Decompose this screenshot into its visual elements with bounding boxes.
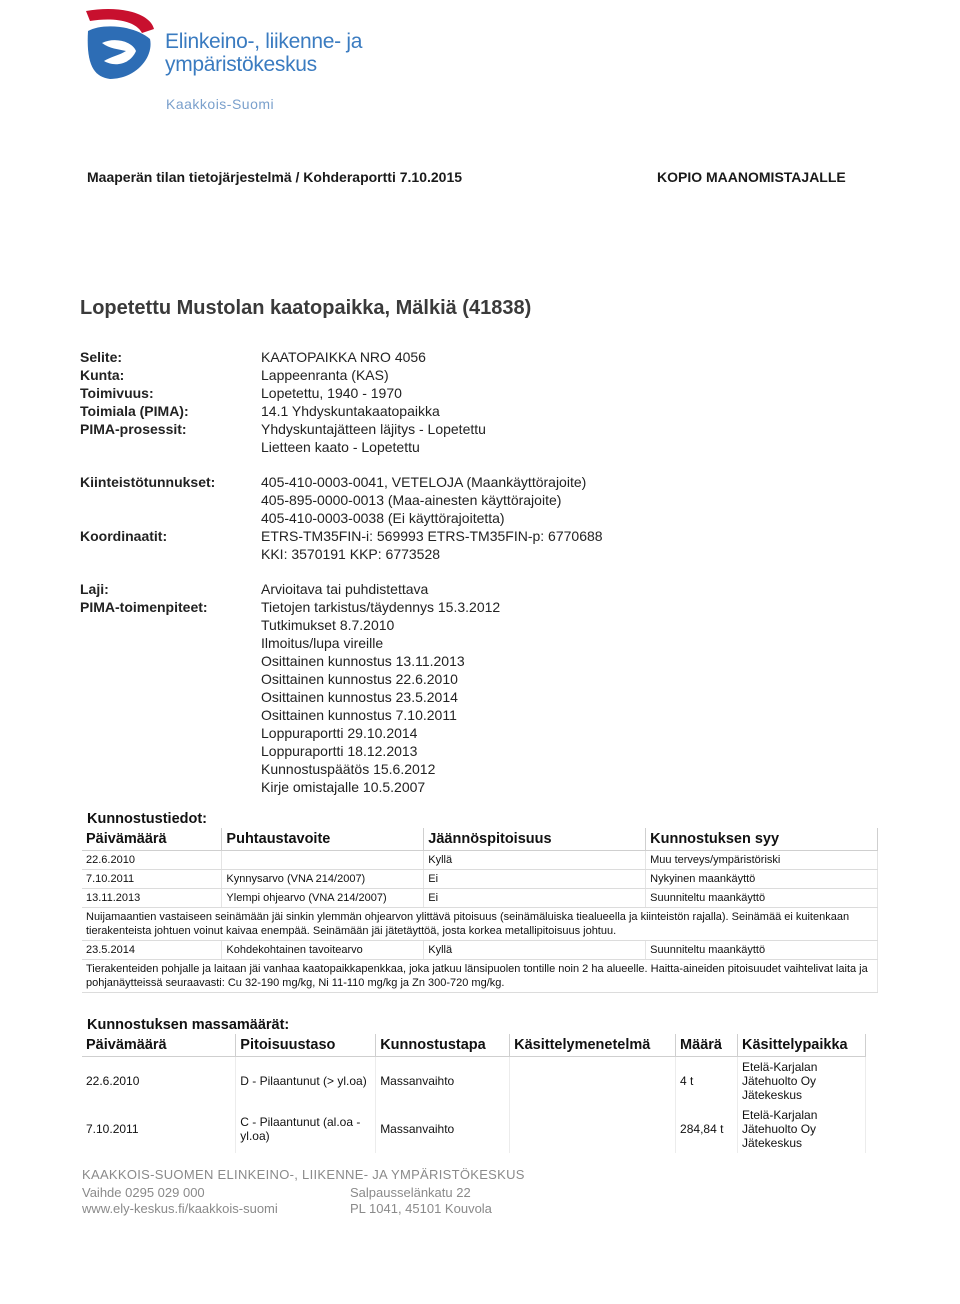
table-cell: Ei — [424, 870, 646, 889]
table-cell: C - Pilaantunut (al.oa - yl.oa) — [236, 1105, 376, 1153]
table-cell: 4 t — [676, 1057, 738, 1106]
toimenpide-item: Osittainen kunnostus 13.11.2013 — [261, 653, 465, 669]
row-note: Tierakenteiden pohjalle ja laitaan jäi vanhaa kaatopaikkapenkkaa, joka jatkuu länsipuolen tontille noin 2 ha alueelle. Haitta-aineiden pitoisuudet vaihtelivat laita ja pohjanäytteissä seuraavasti: Cu 32-190 mg/kg, Ni 11-110 mg/kg ja Zn 300-720 mg/kg. — [82, 960, 878, 993]
field-label-kiinteistotunnukset: Kiinteistötunnukset: — [80, 474, 216, 490]
massamaarat-table — [82, 1034, 866, 1153]
table-cell — [510, 1105, 676, 1153]
table-row — [82, 941, 878, 960]
field-value-kiinteisto-2: 405-895-0000-0013 (Maa-ainesten käyttörajoite) — [261, 492, 562, 508]
footer-postal: PL 1041, 45101 Kouvola — [350, 1201, 492, 1216]
column-header: Määrä — [676, 1034, 738, 1057]
table-cell: D - Pilaantunut (> yl.oa) — [236, 1057, 376, 1106]
toimenpide-item: Tutkimukset 8.7.2010 — [261, 617, 395, 633]
toimenpide-item: Kirje omistajalle 10.5.2007 — [261, 779, 426, 795]
table-cell: 7.10.2011 — [82, 870, 222, 889]
table-cell: Kyllä — [424, 851, 646, 870]
field-value-koordinaatit-1: ETRS-TM35FIN-i: 569993 ETRS-TM35FIN-p: 6770688 — [261, 528, 603, 544]
toimenpide-item: Osittainen kunnostus 22.6.2010 — [261, 671, 458, 687]
table-cell: Massanvaihto — [376, 1057, 510, 1106]
table-cell: Suunniteltu maankäyttö — [646, 941, 878, 960]
toimenpide-item: Loppuraportti 18.12.2013 — [261, 743, 418, 759]
table-row — [82, 870, 878, 889]
field-value-prosessit-1: Yhdyskuntajätteen läjitys - Lopetettu — [261, 421, 486, 437]
table-row — [82, 889, 878, 908]
column-header: Käsittelymenetelmä — [510, 1034, 676, 1057]
column-header: Jäännöspitoisuus — [424, 828, 646, 851]
toimenpide-item: Ilmoitus/lupa vireille — [261, 635, 384, 651]
page-title: Lopetettu Mustolan kaatopaikka, Mälkiä (41838) — [80, 297, 532, 319]
toimenpide-item: Loppuraportti 29.10.2014 — [261, 725, 418, 741]
toimenpide-item: Kunnostuspäätös 15.6.2012 — [261, 761, 436, 777]
kunnostustiedot-table — [82, 828, 878, 993]
field-label-laji: Laji: — [80, 581, 109, 597]
field-value-kiinteisto-1: 405-410-0003-0041, VETELOJA (Maankäyttörajoite) — [261, 474, 587, 490]
table-cell — [222, 851, 424, 870]
table-cell: Etelä-Karjalan Jätehuolto Oy Jätekeskus — [738, 1105, 866, 1153]
table-cell: Suunniteltu maankäyttö — [646, 889, 878, 908]
table-cell: Kyllä — [424, 941, 646, 960]
table-cell — [510, 1057, 676, 1106]
table-row — [82, 1057, 866, 1106]
field-value-koordinaatit-2: KKI: 3570191 KKP: 6773528 — [261, 546, 441, 562]
footer-web: www.ely-keskus.fi/kaakkois-suomi — [82, 1201, 278, 1216]
table-header-row — [82, 828, 878, 851]
toimenpide-item: Osittainen kunnostus 23.5.2014 — [261, 689, 458, 705]
table-cell: Kynnysarvo (VNA 214/2007) — [222, 870, 424, 889]
org-region: Kaakkois-Suomi — [166, 96, 275, 112]
column-header: Kunnostuksen syy — [646, 828, 878, 851]
table-cell: Etelä-Karjalan Jätehuolto Oy Jätekeskus — [738, 1057, 866, 1106]
field-value-prosessit-2: Lietteen kaato - Lopetettu — [261, 439, 420, 455]
copy-label: KOPIO MAANOMISTAJALLE — [657, 169, 846, 185]
table-cell: Ylempi ohjearvo (VNA 214/2007) — [222, 889, 424, 908]
field-value-kiinteisto-3: 405-410-0003-0038 (Ei käyttörajoitetta) — [261, 510, 505, 526]
table-row — [82, 851, 878, 870]
field-label-prosessit: PIMA-prosessit: — [80, 421, 187, 437]
table-note-row — [82, 960, 878, 993]
table-header-row — [82, 1034, 866, 1057]
toimenpide-item: Osittainen kunnostus 7.10.2011 — [261, 707, 457, 723]
field-label-toimiala: Toimiala (PIMA): — [80, 403, 189, 419]
org-name-line2: ympäristökeskus — [165, 53, 317, 76]
table-cell: Kohdekohtainen tavoitearvo — [222, 941, 424, 960]
table-cell: 22.6.2010 — [82, 851, 222, 870]
table-note-row — [82, 908, 878, 941]
table-cell: Massanvaihto — [376, 1105, 510, 1153]
field-label-toimivuus: Toimivuus: — [80, 385, 154, 401]
footer-phone: Vaihde 0295 029 000 — [82, 1185, 205, 1200]
table-cell: Nykyinen maankäyttö — [646, 870, 878, 889]
table-cell: 284,84 t — [676, 1105, 738, 1153]
column-header: Päivämäärä — [82, 1034, 236, 1057]
footer-org: KAAKKOIS-SUOMEN ELINKEINO-, LIIKENNE- JA YMPÄRISTÖKESKUS — [82, 1167, 525, 1182]
field-label-koordinaatit: Koordinaatit: — [80, 528, 168, 544]
table-cell: 22.6.2010 — [82, 1057, 236, 1106]
column-header: Päivämäärä — [82, 828, 222, 851]
column-header: Puhtaustavoite — [222, 828, 424, 851]
field-value-toimiala: 14.1 Yhdyskuntakaatopaikka — [261, 403, 440, 419]
toimenpide-item: Tietojen tarkistus/täydennys 15.3.2012 — [261, 599, 501, 615]
table-row — [82, 1105, 866, 1153]
massamaarat-title: Kunnostuksen massamäärät: — [87, 1017, 290, 1033]
table-cell: Muu terveys/ympäristöriski — [646, 851, 878, 870]
table-cell: 7.10.2011 — [82, 1105, 236, 1153]
field-value-laji: Arvioitava tai puhdistettava — [261, 581, 429, 597]
field-label-kunta: Kunta: — [80, 367, 125, 383]
footer-street: Salpausselänkatu 22 — [350, 1185, 471, 1200]
report-header: Maaperän tilan tietojärjestelmä / Kohderaportti 7.10.2015 — [87, 169, 463, 185]
column-header: Kunnostustapa — [376, 1034, 510, 1057]
table-cell: 23.5.2014 — [82, 941, 222, 960]
field-value-kunta: Lappeenranta (KAS) — [261, 367, 389, 383]
column-header: Käsittelypaikka — [738, 1034, 866, 1057]
ely-logo-icon — [80, 5, 160, 83]
field-label-toimenpiteet: PIMA-toimenpiteet: — [80, 599, 208, 615]
column-header: Pitoisuustaso — [236, 1034, 376, 1057]
table-cell: 13.11.2013 — [82, 889, 222, 908]
field-label-selite: Selite: — [80, 349, 123, 365]
field-value-toimivuus: Lopetettu, 1940 - 1970 — [261, 385, 402, 401]
field-value-selite: KAATOPAIKKA NRO 4056 — [261, 349, 426, 365]
table-cell: Ei — [424, 889, 646, 908]
org-name-line1: Elinkeino-, liikenne- ja — [165, 30, 363, 53]
kunnostustiedot-title: Kunnostustiedot: — [87, 811, 208, 827]
row-note: Nuijamaantien vastaiseen seinämään jäi sinkin ylemmän ohjearvon ylittävä pitoisuus (seinämäluiska tiealueella ja kiinteistön rajalla). Seinämää ei kuitenkaan tierakenteista johtuen voinut kaivaa enempää. Seinämään jäi jätetäyttöä, josta korkea metallipitoisuus johtuu. — [82, 908, 878, 941]
